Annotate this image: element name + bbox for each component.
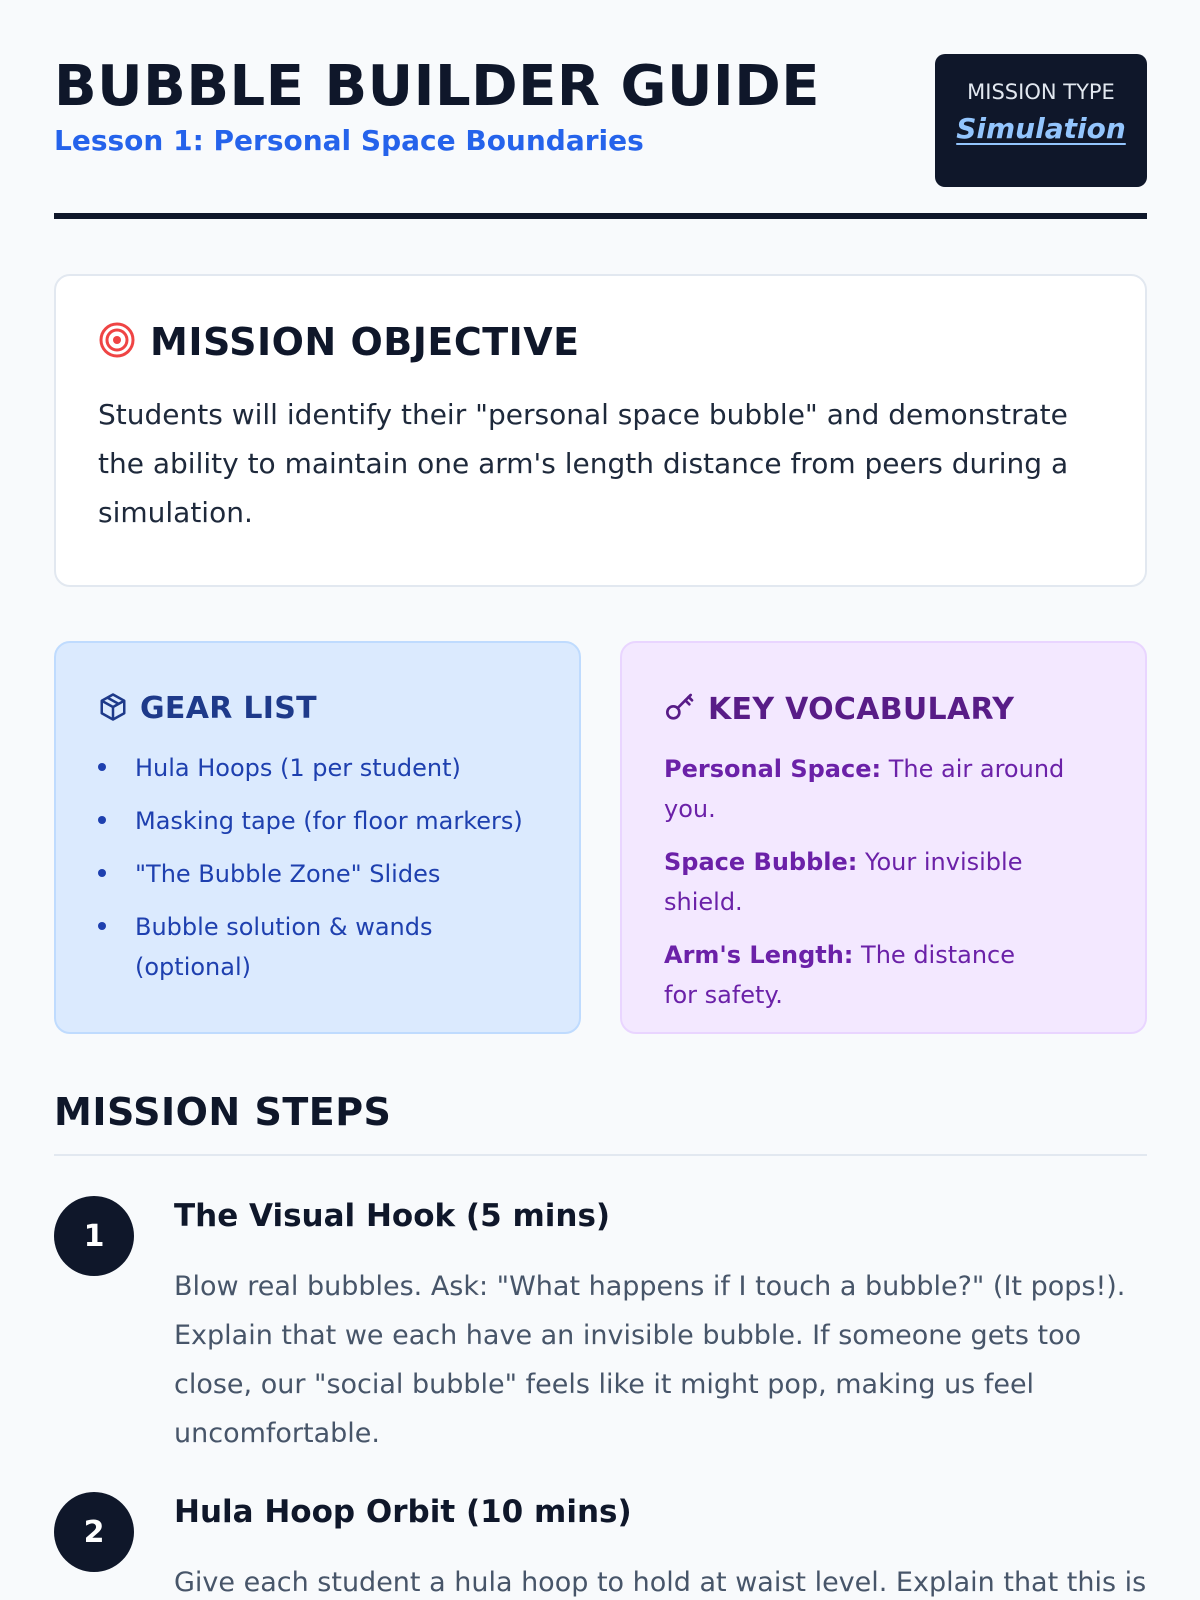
key-icon: [664, 691, 696, 727]
page-title: BUBBLE BUILDER GUIDE: [54, 54, 820, 119]
gear-header: [98, 691, 537, 726]
step-number-badge: 1: [54, 1196, 134, 1276]
gear-heading: GEAR LIST: [140, 691, 317, 726]
vocab-header: [664, 691, 1103, 727]
vocab-item: [664, 842, 1103, 922]
vocab-definition: The air around you.: [664, 755, 1065, 823]
gear-items: [98, 748, 537, 987]
vocab-heading: KEY VOCABULARY: [708, 691, 1015, 727]
step-number-badge: 2: [54, 1492, 134, 1572]
bullet-icon: [98, 922, 106, 930]
gear-list-card: [54, 641, 581, 1034]
mission-steps-heading: MISSION STEPS: [54, 1090, 392, 1134]
gear-item-text: Bubble solution & wands (optional): [135, 913, 433, 981]
page-subtitle: Lesson 1: Personal Space Boundaries: [54, 124, 644, 157]
list-item: [98, 907, 537, 987]
gear-item-text: "The Bubble Zone" Slides: [135, 860, 441, 888]
lesson-page: [54, 0, 1147, 1598]
step-title: Hula Hoop Orbit (10 mins): [174, 1494, 632, 1530]
bullet-icon: [98, 816, 106, 824]
objective-heading: MISSION OBJECTIVE: [150, 320, 580, 364]
vocab-definition: The distance for safety.: [664, 941, 1016, 1009]
list-item: [98, 801, 537, 841]
vocab-list: [664, 749, 1103, 1015]
vocab-term: Arm's Length:: [664, 941, 854, 969]
step-title: The Visual Hook (5 mins): [174, 1198, 611, 1234]
vocab-definition: Your invisible shield.: [664, 848, 1023, 916]
step-description: Give each student a hula hoop to hold at waist level. Explain that this is: [174, 1567, 1147, 1598]
steps-divider: [54, 1154, 1147, 1156]
vocab-term: Space Bubble:: [664, 848, 858, 876]
step-description: Blow real bubbles. Ask: "What happens if I touch a bubble?" (It pops!). Explain that we each have an invisible bubble. If someone gets too close, our "social bubble" feels like it might pop, making us feel uncomfortable.: [174, 1271, 1126, 1449]
list-item: [98, 854, 537, 894]
objective-header: [98, 320, 1103, 364]
gear-item-text: Hula Hoops (1 per student): [135, 754, 461, 782]
page-header: [54, 0, 1147, 220]
bullet-icon: [98, 869, 106, 877]
vocab-item: [664, 749, 1103, 829]
gear-item-text: Masking tape (for floor markers): [135, 807, 523, 835]
vocab-term: Personal Space:: [664, 755, 882, 783]
mission-objective-card: [54, 274, 1147, 587]
target-icon: [98, 321, 136, 363]
mission-type-badge: [935, 54, 1147, 187]
objective-text: Students will identify their "personal space bubble" and demonstrate the ability to maintain one arm's length distance from peers during a simulation.: [98, 398, 1069, 529]
list-item: [98, 748, 537, 788]
mission-type-link[interactable]: Simulation: [956, 112, 1126, 145]
vocab-item: [664, 935, 1044, 1015]
key-vocabulary-card: [620, 641, 1147, 1034]
header-divider: [54, 213, 1147, 219]
mission-type-label: MISSION TYPE: [967, 80, 1115, 104]
box-icon: [98, 692, 128, 726]
bullet-icon: [98, 763, 106, 771]
